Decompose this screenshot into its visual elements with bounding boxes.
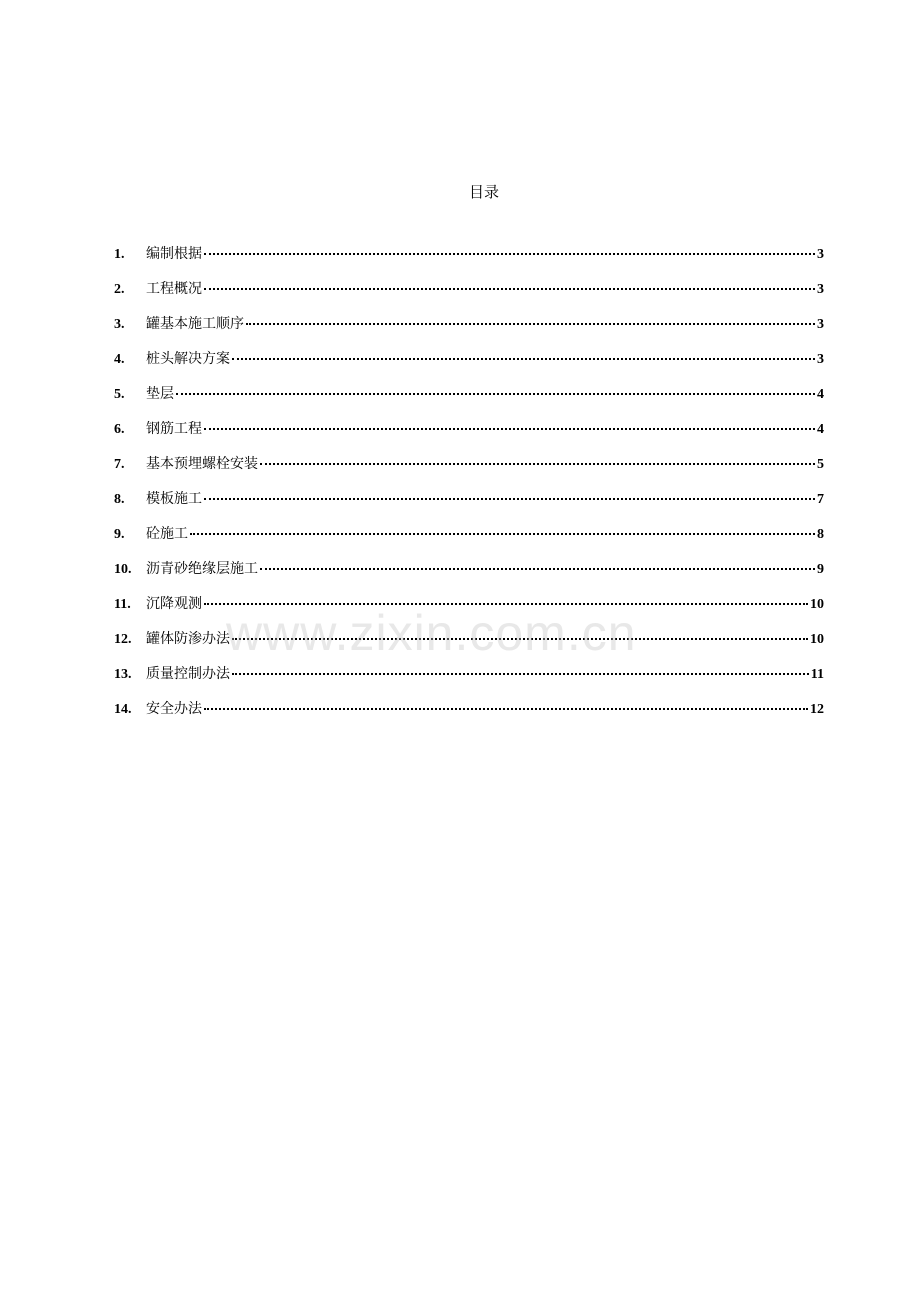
toc-entry-label: 工程概况	[146, 281, 202, 297]
toc-entry-number: 11.	[114, 597, 131, 612]
toc-entry-page: 9	[817, 562, 824, 577]
toc-entry-number: 5.	[114, 387, 125, 402]
table-of-contents	[114, 242, 824, 732]
toc-entry-number: 4.	[114, 352, 125, 367]
toc-entry-label: 模板施工	[146, 491, 202, 507]
toc-leader-dots	[260, 462, 815, 465]
toc-entry-label: 质量控制办法	[146, 666, 230, 682]
watermark: www.zixin.com.cn	[226, 605, 637, 661]
toc-leader-dots	[246, 322, 815, 325]
toc-entry-label: 编制根据	[146, 246, 202, 262]
toc-entry[interactable]	[114, 627, 824, 662]
toc-leader-dots	[232, 637, 808, 640]
toc-leader-dots	[204, 497, 815, 500]
toc-entry[interactable]	[114, 242, 824, 277]
toc-entry-number: 14.	[114, 702, 132, 717]
toc-entry[interactable]	[114, 452, 824, 487]
toc-entry-page: 10	[810, 632, 824, 647]
toc-leader-dots	[232, 672, 809, 675]
toc-entry[interactable]	[114, 592, 824, 627]
toc-entry[interactable]	[114, 557, 824, 592]
toc-entry[interactable]	[114, 487, 824, 522]
toc-entry-page: 7	[817, 492, 824, 507]
toc-entry[interactable]	[114, 662, 824, 697]
toc-entry-page: 10	[810, 597, 824, 612]
toc-entry-label: 基本预埋螺栓安装	[146, 456, 258, 472]
toc-entry[interactable]	[114, 277, 824, 312]
toc-leader-dots	[204, 252, 815, 255]
toc-entry-label: 垫层	[146, 386, 174, 402]
toc-entry[interactable]	[114, 382, 824, 417]
toc-entry-number: 13.	[114, 667, 132, 682]
toc-entry-page: 5	[817, 457, 824, 472]
toc-entry[interactable]	[114, 347, 824, 382]
toc-entry-label: 钢筋工程	[146, 421, 202, 437]
toc-entry-page: 3	[817, 282, 824, 297]
toc-entry-page: 3	[817, 317, 824, 332]
toc-entry-page: 12	[810, 702, 824, 717]
toc-entry-label: 罐基本施工顺序	[146, 316, 244, 332]
toc-entry-label: 桩头解决方案	[146, 351, 230, 367]
toc-entry-label: 沥青砂绝缘层施工	[146, 561, 258, 577]
toc-entry-page: 3	[817, 247, 824, 262]
toc-entry-number: 12.	[114, 632, 132, 647]
toc-leader-dots	[204, 707, 808, 710]
toc-entry-number: 7.	[114, 457, 125, 472]
toc-entry-number: 6.	[114, 422, 125, 437]
toc-entry-label: 沉降观测	[146, 596, 202, 612]
toc-entry[interactable]	[114, 522, 824, 557]
toc-entry-number: 1.	[114, 247, 125, 262]
toc-leader-dots	[204, 287, 815, 290]
toc-entry-page: 4	[817, 387, 824, 402]
toc-entry-number: 8.	[114, 492, 125, 507]
toc-entry-number: 9.	[114, 527, 125, 542]
toc-entry[interactable]	[114, 312, 824, 347]
toc-entry-number: 2.	[114, 282, 125, 297]
toc-leader-dots	[204, 602, 808, 605]
toc-leader-dots	[204, 427, 815, 430]
toc-leader-dots	[260, 567, 815, 570]
toc-entry-label: 砼施工	[146, 526, 188, 542]
toc-entry-number: 3.	[114, 317, 125, 332]
toc-entry[interactable]	[114, 417, 824, 452]
toc-entry-label: 安全办法	[146, 701, 202, 717]
toc-entry-page: 11	[810, 667, 824, 682]
toc-entry-page: 8	[817, 527, 824, 542]
toc-leader-dots	[176, 392, 815, 395]
toc-leader-dots	[232, 357, 815, 360]
toc-entry-label: 罐体防渗办法	[146, 631, 230, 647]
toc-leader-dots	[190, 532, 815, 535]
toc-entry-page: 4	[817, 422, 824, 437]
toc-title: 目录	[468, 183, 499, 201]
toc-entry-number: 10.	[114, 562, 132, 577]
toc-entry[interactable]	[114, 697, 824, 732]
toc-entry-page: 3	[817, 352, 824, 367]
